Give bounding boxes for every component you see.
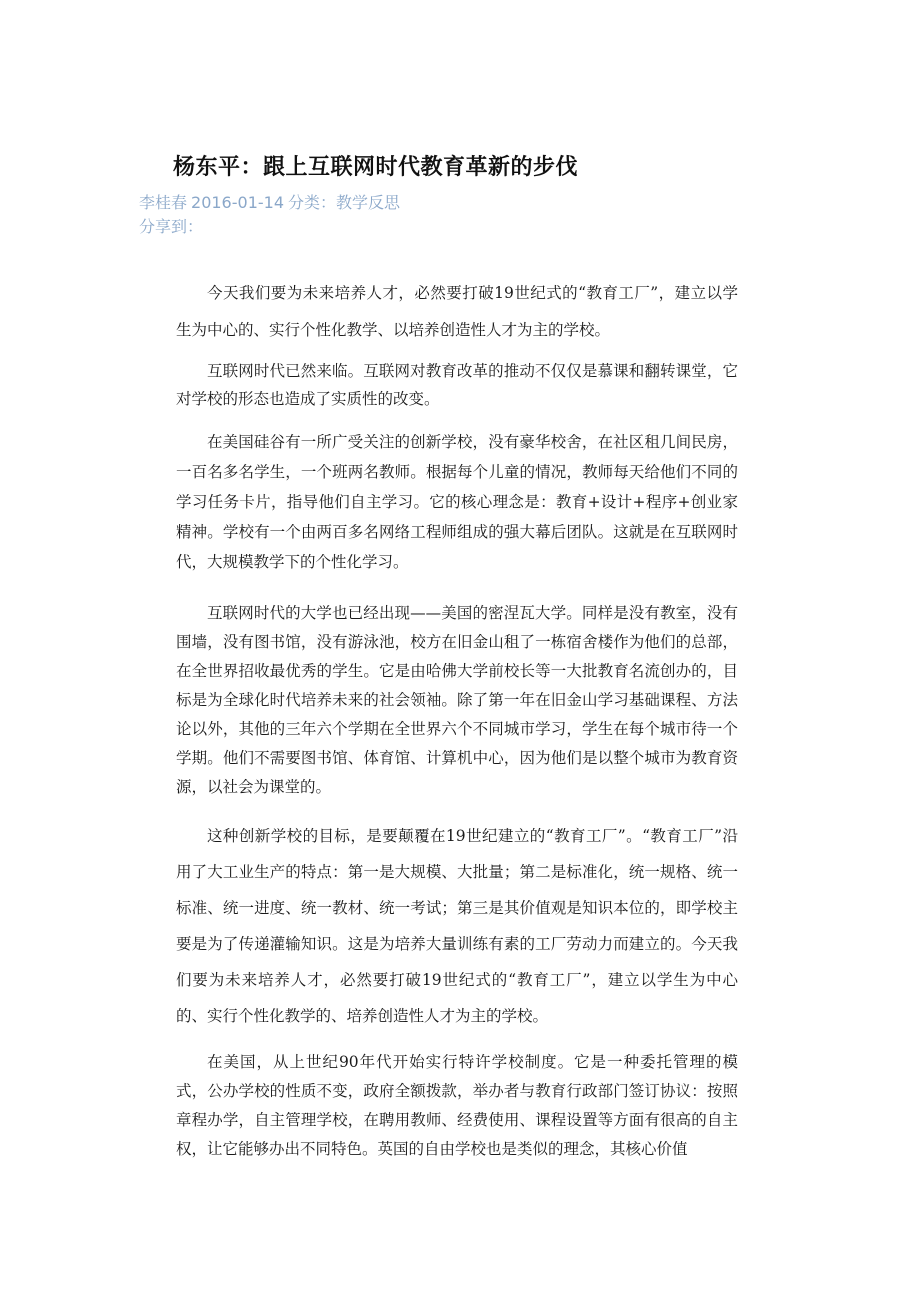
- article-meta: [139, 192, 404, 214]
- article-body: [176, 275, 738, 1164]
- publish-date: 2016-01-14: [191, 193, 284, 212]
- share-label[interactable]: 分享到：: [139, 217, 204, 236]
- paragraph: 互联网时代的大学也已经出现——美国的密涅瓦大学。同样是没有教室，没有围墙，没有图书馆，没有游泳池，校方在旧金山租了一栋宿舍楼作为他们的总部，在全世界招收最优秀的学生。它是由哈佛大学前校长等一大批教育名流创办的，目标是为全球化时代培养未来的社会领袖。除了第一年在旧金山学习基础课程、方法论以外，其他的三年六个学期在全世界六个不同城市学习，学生在每个城市待一个学期。他们不需要图书馆、体育馆、计算机中心，因为他们是以整个城市为教育资源，以社会为课堂的。: [176, 604, 738, 796]
- paragraph: 今天我们要为未来培养人才，必然要打破19世纪式的“教育工厂”，建立以学生为中心的、实行个性化教学、以培养创造性人才为主的学校。: [176, 284, 738, 339]
- paragraph: 在美国硅谷有一所广受关注的创新学校，没有豪华校舍，在社区租几间民房，一百名多名学生，一个班两名教师。根据每个儿童的情况，教师每天给他们不同的学习任务卡片，指导他们自主学习。它的核心理念是：教育+设计+程序+创业家精神。学校有一个由两百多名网络工程师组成的强大幕后团队。这就是在互联网时代，大规模教学下的个性化学习。: [176, 433, 738, 571]
- paragraph: 在美国，从上世纪90年代开始实行特许学校制度。它是一种委托管理的模式，公办学校的性质不变，政府全额拨款，举办者与教育行政部门签订协议：按照章程办学，自主管理学校，在聘用教师、经费使用、课程设置等方面有很高的自主权，让它能够办出不同特色。英国的自由学校也是类似的理念，其核心价值: [176, 1053, 738, 1158]
- paragraph: 这种创新学校的目标，是要颠覆在19世纪建立的“教育工厂”。“教育工厂”沿用了大工业生产的特点：第一是大规模、大批量；第二是标准化，统一规格、统一标准、统一进度、统一教材、统一考试；第三是其价值观是知识本位的，即学校主要是为了传递灌输知识。这是为培养大量训练有素的工厂劳动力而建立的。今天我们要为未来培养人才，必然要打破19世纪式的“教育工厂”，建立以学生为中心的、实行个性化教学的、培养创造性人才为主的学校。: [176, 827, 738, 1025]
- paragraph: 互联网时代已然来临。互联网对教育改革的推动不仅仅是慕课和翻转课堂，它对学校的形态也造成了实质性的改变。: [176, 362, 738, 408]
- author-name[interactable]: 李桂春: [139, 193, 188, 212]
- category-link[interactable]: 分类：教学反思: [288, 193, 401, 212]
- article-title: 杨东平：跟上互联网时代教育革新的步伐: [173, 155, 579, 180]
